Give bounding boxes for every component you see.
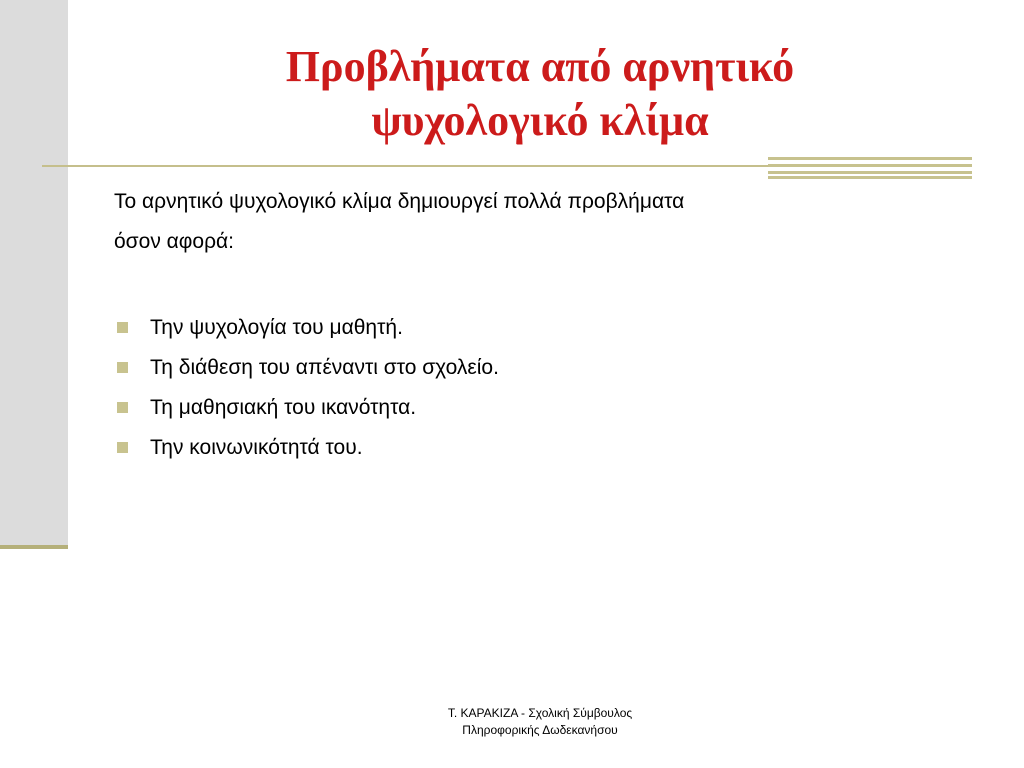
bullet-text: Τη μαθησιακή του ικανότητα. [150, 396, 417, 419]
bullet-text: Τη διάθεση του απέναντι στο σχολείο. [150, 356, 499, 379]
slide-title-line-1: Προβλήματα από αρνητικό [285, 42, 795, 91]
square-bullet-icon [117, 322, 128, 333]
square-bullet-icon [117, 442, 128, 453]
bullet-text: Την κοινωνικότητά του. [150, 436, 363, 459]
bullet-item [114, 388, 499, 428]
accent-stripe [768, 171, 972, 174]
slide-footer [390, 705, 690, 739]
bullet-list [114, 308, 499, 468]
slide-title-line-2: ψυχολογικό κλίμα [371, 96, 709, 145]
square-bullet-icon [117, 402, 128, 413]
bullet-item [114, 428, 499, 468]
bullet-item [114, 308, 499, 348]
intro-paragraph [114, 182, 934, 262]
title-accent-stripes [768, 157, 972, 179]
bullet-item [114, 348, 499, 388]
left-decorative-bar [0, 0, 68, 546]
footer-line-1: Τ. ΚΑΡΑΚΙΖΑ - Σχολική Σύμβουλος [447, 706, 633, 720]
accent-stripe [768, 157, 972, 160]
slide-title [100, 40, 980, 148]
square-bullet-icon [117, 362, 128, 373]
footer-line-2: Πληροφορικής Δωδεκανήσου [462, 723, 618, 737]
accent-stripe [768, 164, 972, 167]
intro-line-2: όσον αφορά: [114, 230, 235, 253]
accent-stripe [768, 176, 972, 179]
intro-line-1: Το αρνητικό ψυχολογικό κλίμα δημιουργεί πολλά προβλήματα [114, 190, 685, 213]
bullet-text: Την ψυχολογία του μαθητή. [150, 316, 403, 339]
left-bar-underline [0, 545, 68, 549]
